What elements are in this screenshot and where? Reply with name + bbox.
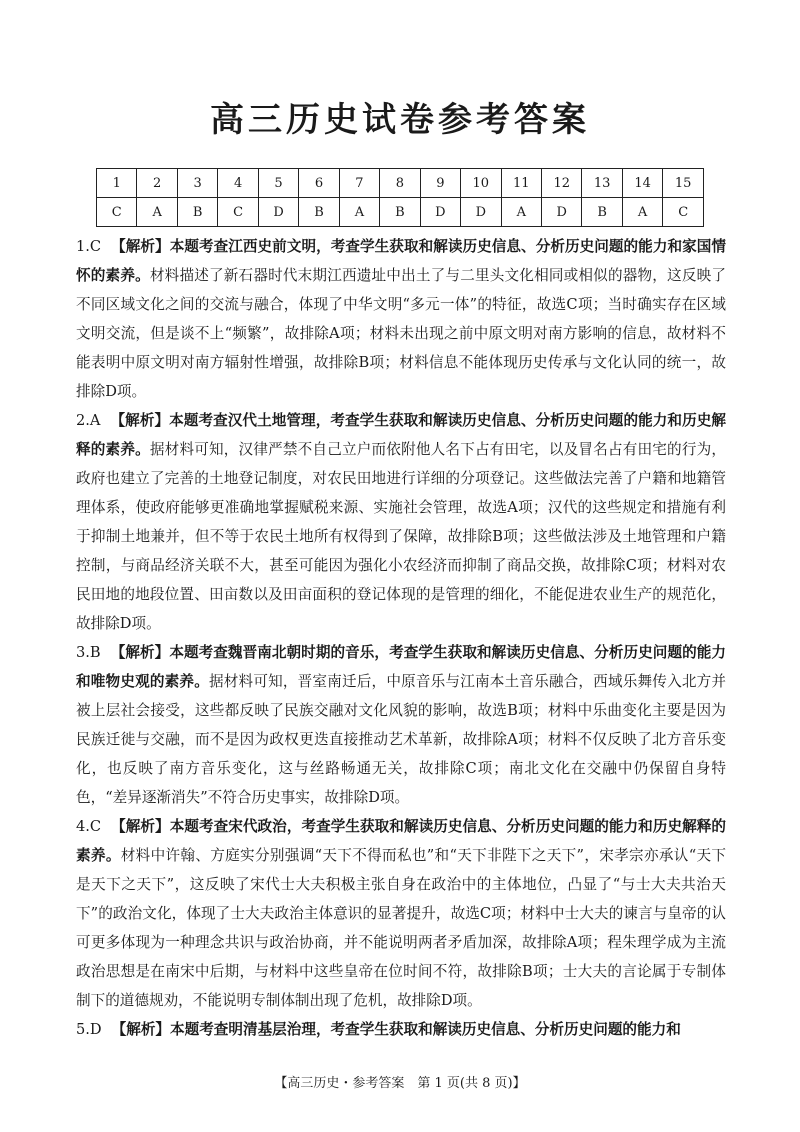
- item-number: 5.D: [76, 1021, 102, 1038]
- item-lead: 本题考查汉代土地管理，考查学生获取和解读历史信息、分析历史问题的能力和历史解释的素养。: [76, 412, 726, 458]
- analysis-tag: 【解析】: [110, 412, 170, 429]
- explanation-item: [76, 812, 726, 1015]
- question-number-cell: 2: [137, 169, 177, 198]
- question-number-cell: 15: [663, 169, 704, 198]
- question-number-cell: 3: [177, 169, 217, 198]
- explanation-item: [76, 638, 726, 812]
- question-number-cell: 10: [461, 169, 501, 198]
- answer-cell: D: [420, 198, 460, 227]
- question-number-cell: 7: [339, 169, 379, 198]
- answer-cell: B: [177, 198, 217, 227]
- question-number-cell: 11: [501, 169, 541, 198]
- analysis-tag: 【解析】: [110, 644, 170, 661]
- question-number-cell: 4: [218, 169, 258, 198]
- answer-cell: A: [137, 198, 177, 227]
- item-number: 1.C: [76, 238, 102, 255]
- answer-cell: A: [622, 198, 662, 227]
- item-lead: 本题考查魏晋南北朝时期的音乐，考查学生获取和解读历史信息、分析历史问题的能力和唯物史观的素养。: [76, 644, 726, 690]
- item-lead: 本题考查宋代政治，考查学生获取和解读历史信息、分析历史问题的能力和历史解释的素养。: [76, 818, 726, 864]
- explanation-item: [76, 406, 726, 638]
- item-body: 材料中许翰、方庭实分别强调“天下不得而私也”和“天下非陛下之天下”，宋孝宗亦承认“天下是天下之天下”，这反映了宋代士大夫积极主张自身在政治中的主体地位，凸显了“与士大夫共治天下”的政治文化，体现了士大夫政治主体意识的显著提升，故选C项；材料中士大夫的谏言与皇帝的认可更多体现为一种理念共识与政治协商，并不能说明两者矛盾加深，故排除A项；程朱理学成为主流政治思想是在南宋中后期，与材料中这些皇帝在位时间不符，故排除B项；士大夫的言论属于专制体制下的道德规劝，不能说明专制体制出现了危机，故排除D项。: [76, 847, 726, 1009]
- answer-table-number-row: [97, 169, 704, 198]
- item-body: 材料描述了新石器时代末期江西遗址中出土了与二里头文化相同或相似的器物，这反映了不同区域文化之间的交流与融合，体现了中华文明“多元一体”的特征，故选C项；当时确实存在区域文明交流，但是谈不上“频繁”，故排除A项；材料未出现之前中原文明对南方影响的信息，故材料不能表明中原文明对南方辐射性增强，故排除B项；材料信息不能体现历史传承与文化认同的统一，故排除D项。: [76, 267, 726, 400]
- question-number-cell: 12: [541, 169, 581, 198]
- question-number-cell: 6: [299, 169, 339, 198]
- question-number-cell: 13: [582, 169, 622, 198]
- answer-cell: B: [299, 198, 339, 227]
- explanation-item: [76, 232, 726, 406]
- question-number-cell: 5: [258, 169, 298, 198]
- explanation-list: [76, 232, 726, 1044]
- answer-table: [96, 168, 704, 227]
- question-number-cell: 14: [622, 169, 662, 198]
- answer-cell: A: [501, 198, 541, 227]
- answer-cell: C: [97, 198, 137, 227]
- analysis-tag: 【解析】: [111, 1021, 171, 1038]
- answer-cell: D: [461, 198, 501, 227]
- page-footer: 【高三历史・参考答案 第 1 页(共 8 页)】: [274, 1076, 526, 1091]
- answer-cell: D: [258, 198, 298, 227]
- explanation-item: [76, 1015, 726, 1044]
- item-lead: 本题考查江西史前文明，考查学生获取和解读历史信息、分析历史问题的能力和家国情怀的素养。: [76, 238, 726, 284]
- item-number: 3.B: [76, 644, 101, 661]
- answer-cell: B: [380, 198, 420, 227]
- analysis-tag: 【解析】: [111, 818, 170, 835]
- page-title: 高三历史试卷参考答案: [210, 100, 590, 140]
- answer-cell: B: [582, 198, 622, 227]
- question-number-cell: 1: [97, 169, 137, 198]
- question-number-cell: 8: [380, 169, 420, 198]
- answer-cell: C: [663, 198, 704, 227]
- answer-cell: D: [541, 198, 581, 227]
- question-number-cell: 9: [420, 169, 460, 198]
- answer-cell: C: [218, 198, 258, 227]
- answer-cell: A: [339, 198, 379, 227]
- item-number: 4.C: [76, 818, 102, 835]
- item-body: 据材料可知，汉律严禁不自己立户而依附他人名下占有田宅，以及冒名占有田宅的行为，政府也建立了完善的土地登记制度，对农民田地进行详细的分项登记。这些做法完善了户籍和地籍管理体系，使政府能够更准确地掌握赋税来源、实施社会管理，故选A项；汉代的这些规定和措施有利于抑制土地兼并，但不等于农民土地所有权得到了保障，故排除B项；这些做法涉及土地管理和户籍控制，与商品经济关联不大，甚至可能因为强化小农经济而抑制了商品交换，故排除C项；材料对农民田地的地段位置、田亩数以及田亩面积的登记体现的是管理的细化，不能促进农业生产的规范化，故排除D项。: [76, 441, 726, 632]
- answer-table-answer-row: [97, 198, 704, 227]
- item-number: 2.A: [76, 412, 101, 429]
- item-body: 据材料可知，晋室南迁后，中原音乐与江南本土音乐融合，西域乐舞传入北方并被上层社会接受，这些都反映了民族交融对文化风貌的影响，故选B项；材料中乐曲变化主要是因为民族迁徙与交融，而不是因为政权更迭直接推动艺术革新，故排除A项；材料不仅反映了北方音乐变化，也反映了南方音乐变化，这与丝路畅通无关，故排除C项；南北文化在交融中仍保留自身特色，“差异逐渐消失”不符合历史事实，故排除D项。: [76, 673, 726, 806]
- item-lead: 本题考查明清基层治理，考查学生获取和解读历史信息、分析历史问题的能力和: [170, 1021, 681, 1038]
- analysis-tag: 【解析】: [111, 238, 170, 255]
